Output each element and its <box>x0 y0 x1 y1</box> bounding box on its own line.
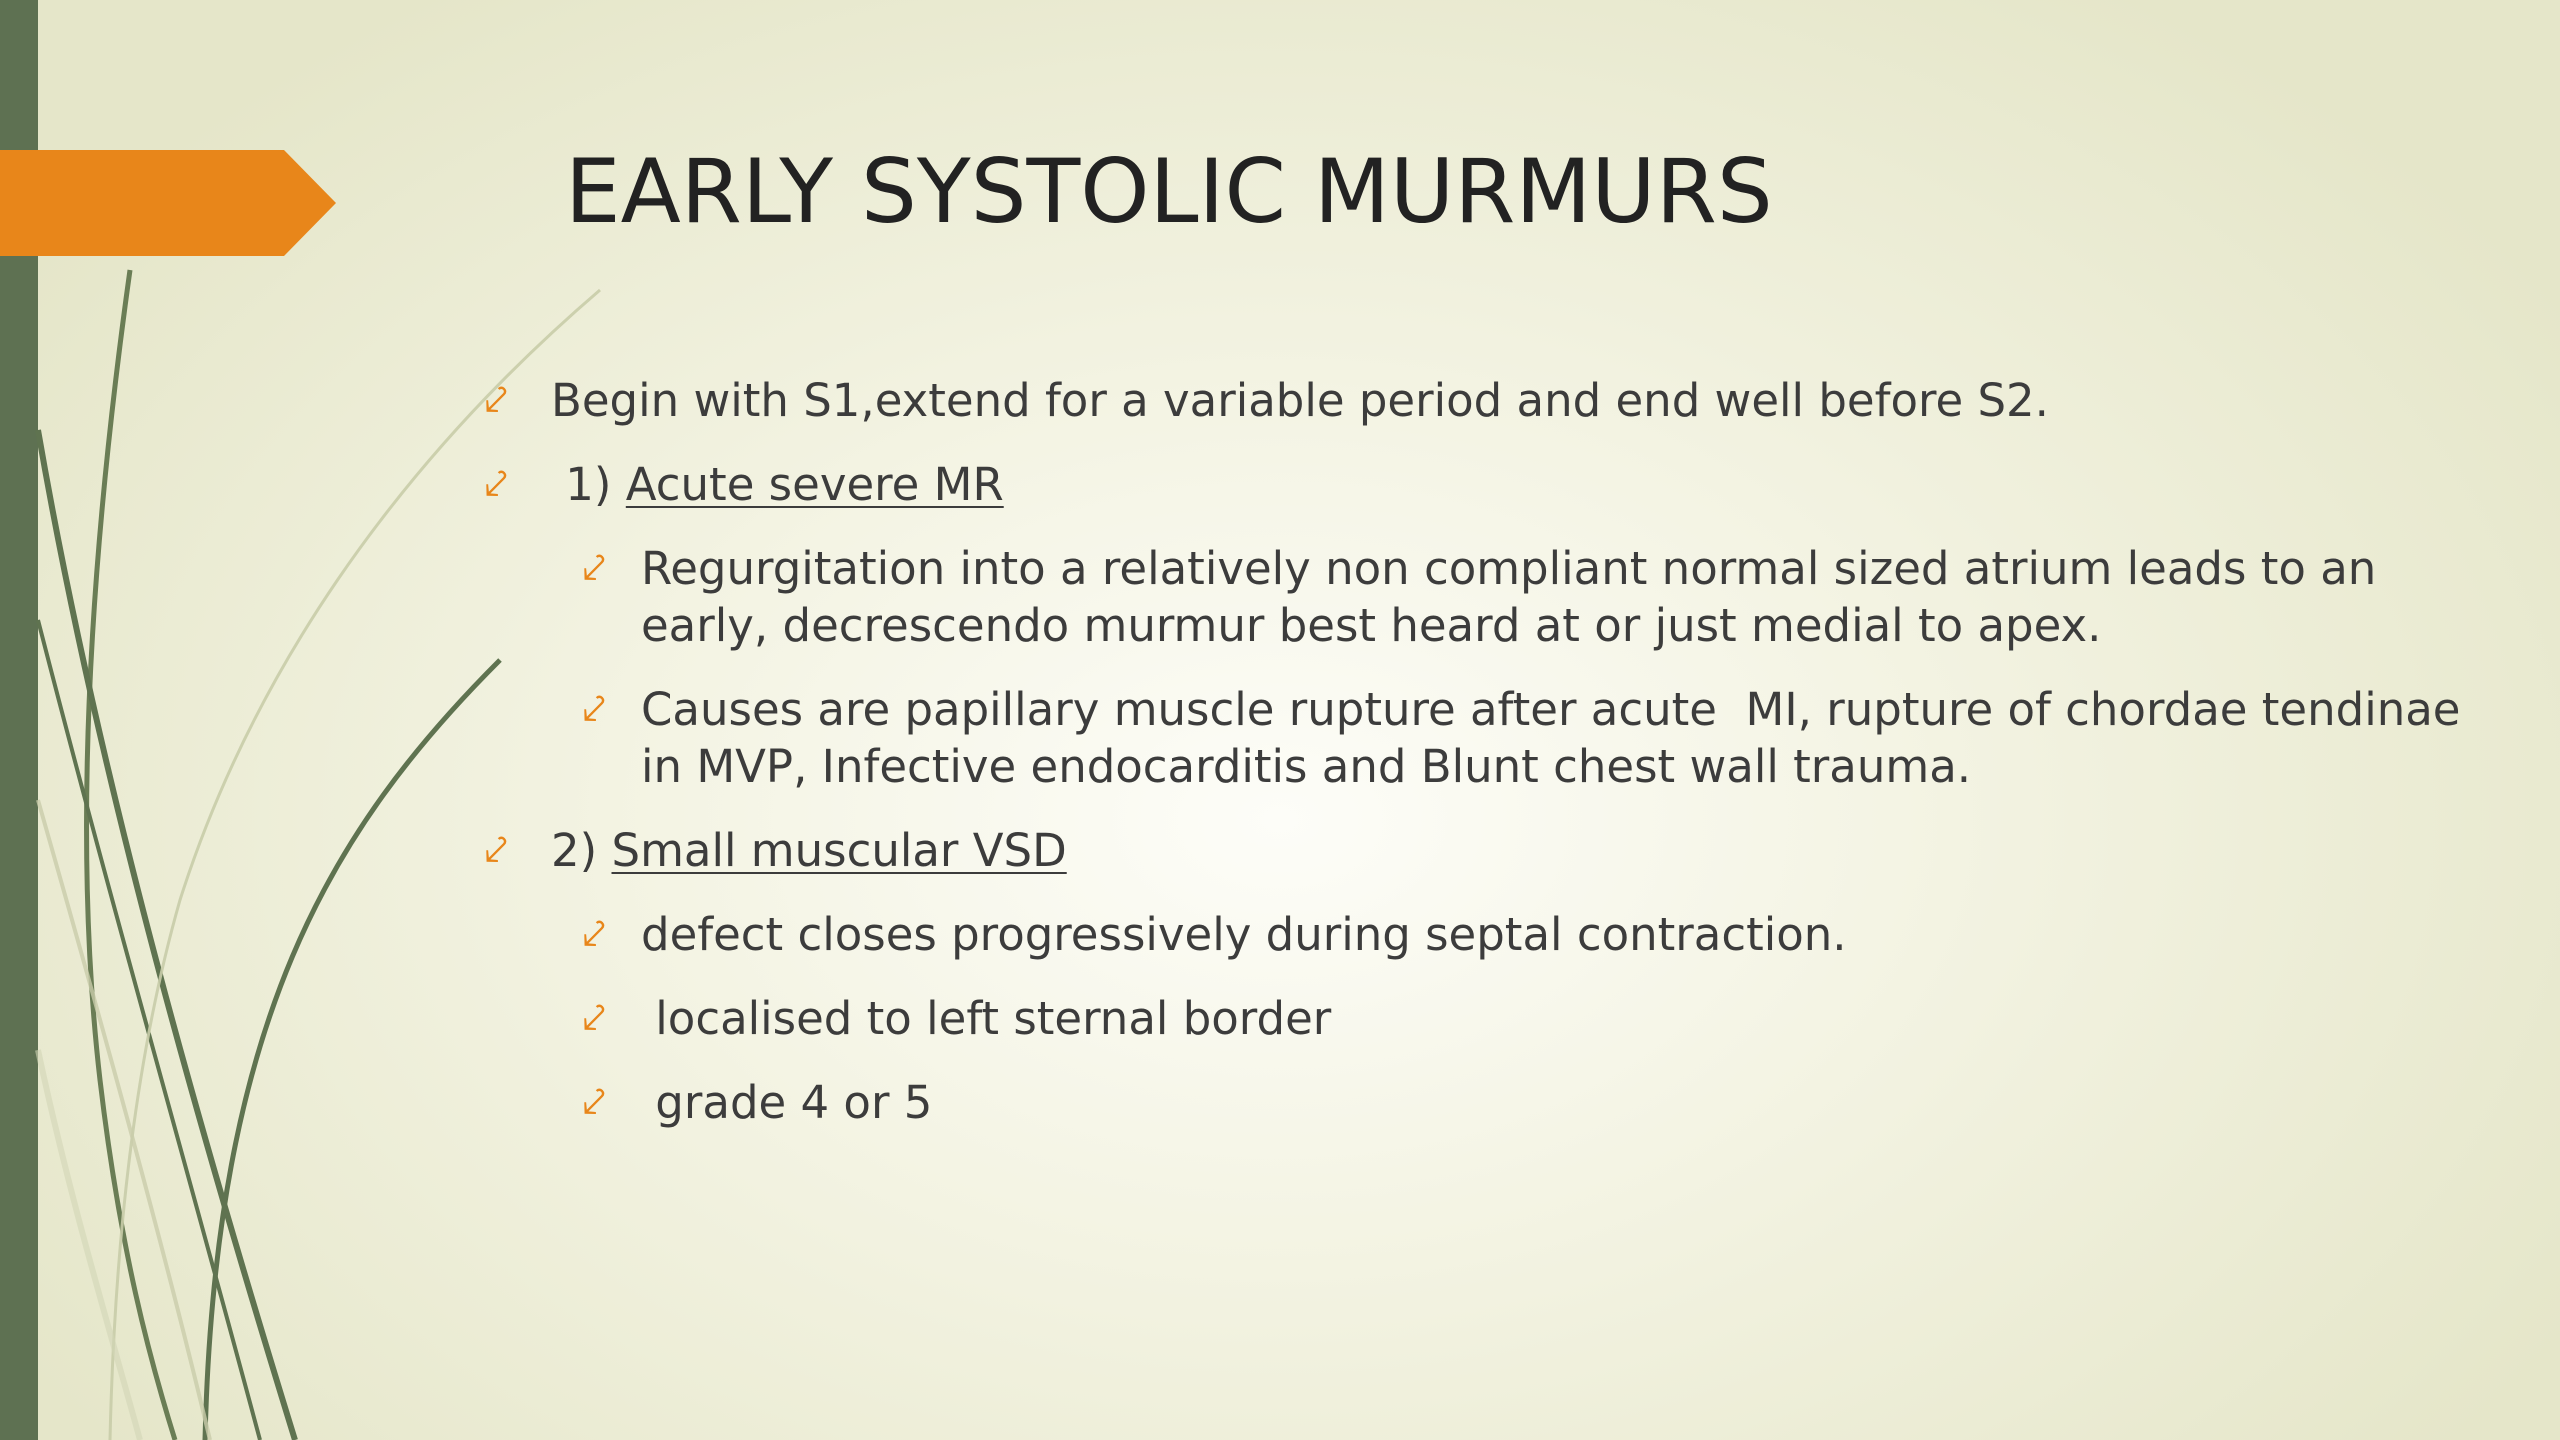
sub-bullet-item <box>583 990 2485 1047</box>
bullet-text: defect closes progressively during septal contraction. <box>641 908 1847 961</box>
sub-bullet-item <box>583 540 2485 654</box>
bullet-text: Begin with S1,extend for a variable period and end well before S2. <box>551 374 2049 427</box>
bullet-arrow-icon: ⤦ <box>485 377 508 423</box>
sub-bullet-item <box>583 681 2485 795</box>
bullet-text: Causes are papillary muscle rupture after acute MI, rupture of chordae tendinae in MVP, Infective endocarditis and Blunt chest wall trauma. <box>641 683 2475 793</box>
title-arrow-tag <box>0 150 336 256</box>
bullet-arrow-icon: ⤦ <box>583 911 606 957</box>
bullet-arrow-icon: ⤦ <box>485 461 508 507</box>
bullet-item <box>485 372 2485 429</box>
bullet-arrow-icon: ⤦ <box>583 545 606 591</box>
bullet-arrow-icon: ⤦ <box>583 1079 606 1125</box>
bullet-text: 2) Small muscular VSD <box>551 824 1067 877</box>
bullet-arrow-icon: ⤦ <box>583 995 606 1041</box>
slide-title: EARLY SYSTOLIC MURMURS <box>565 140 1773 243</box>
bullet-arrow-icon: ⤦ <box>583 686 606 732</box>
sub-bullet-item <box>583 906 2485 963</box>
bullet-arrow-icon: ⤦ <box>485 827 508 873</box>
bullet-text: grade 4 or 5 <box>641 1076 933 1129</box>
slide-content <box>485 372 2485 1158</box>
bullet-text: localised to left sternal border <box>641 992 1332 1045</box>
bullet-item <box>485 456 2485 513</box>
bullet-item <box>485 822 2485 879</box>
bullet-text: Regurgitation into a relatively non compliant normal sized atrium leads to an early, decrescendo murmur best heard at or just medial to apex. <box>641 542 2377 652</box>
bullet-text: 1) Acute severe MR <box>551 458 1004 511</box>
sub-bullet-item <box>583 1074 2485 1131</box>
